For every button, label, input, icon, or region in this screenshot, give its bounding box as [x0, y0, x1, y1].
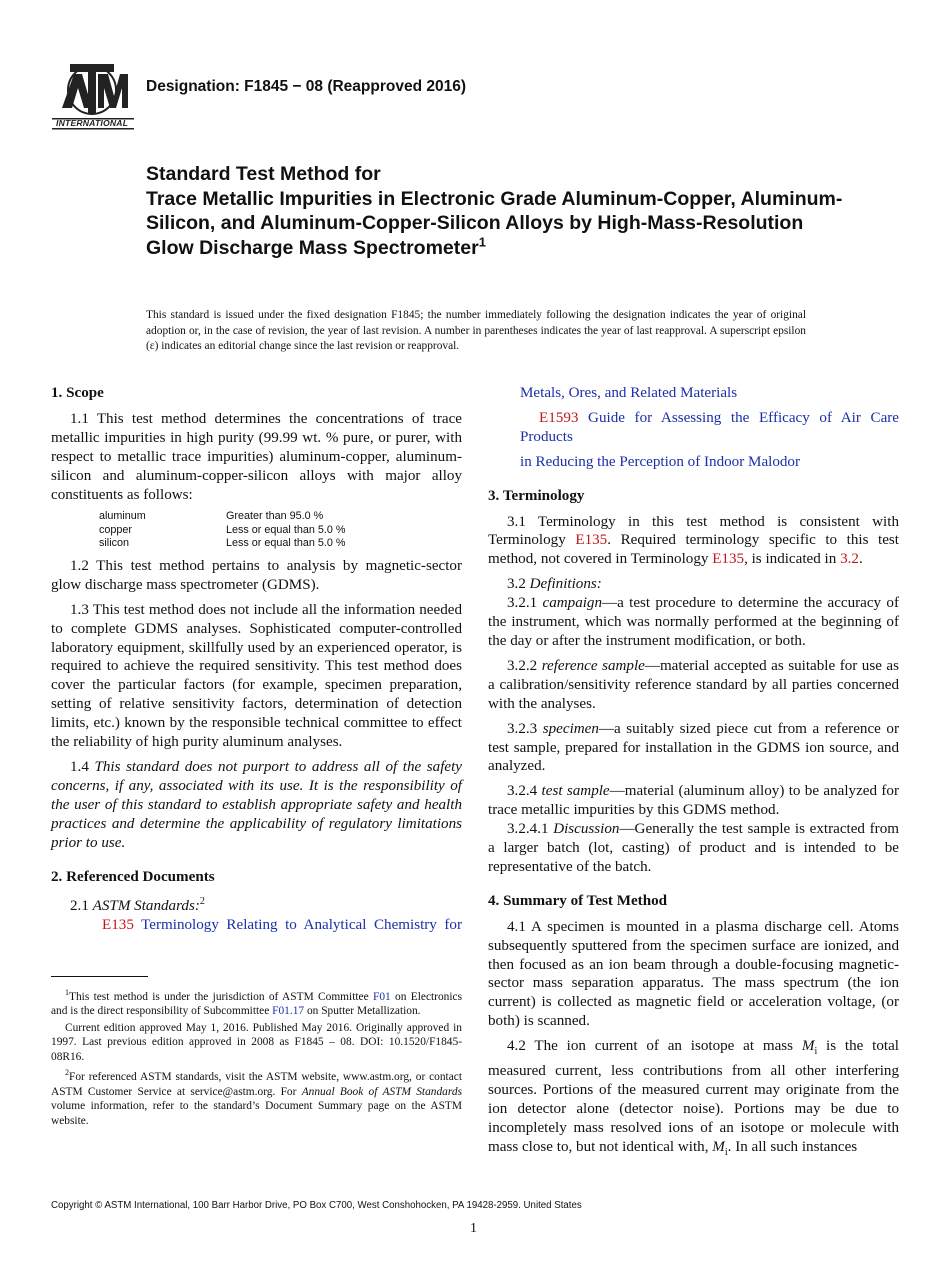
reference-code[interactable]: E1593: [539, 409, 579, 426]
logo-text: INTERNATIONAL: [56, 118, 129, 128]
definition-text: —material (aluminum alloy) to be analyzed for trace metallic impurities by this GDMS method.: [488, 783, 899, 819]
link-e135[interactable]: E135: [712, 551, 745, 568]
footnote-1-edition: Current edition approved May 1, 2016. Published May 2016. Originally approved in 1997. Last previous edition approved in 2008 as F1845 – 08. DOI: 10.1520/F1845-08R16.: [51, 1021, 462, 1063]
page-number: 1: [470, 1221, 477, 1236]
definition-specimen: [488, 720, 899, 777]
alloy-value: Greater than 95.0 %: [226, 510, 324, 523]
paragraph-text: .: [858, 551, 863, 568]
astm-standards-label: ASTM Standards:: [92, 898, 200, 915]
section-heading-referenced-documents: 2. Referenced Documents: [51, 868, 215, 885]
section-heading-scope: 1. Scope: [51, 385, 104, 401]
paragraph-text: . In all such instances: [727, 1138, 858, 1155]
title-footnote-mark: 1: [478, 234, 486, 249]
link-f01-17[interactable]: F01.17: [272, 1005, 305, 1018]
footnote-text: on Sputter Metallization.: [304, 1005, 421, 1018]
footnote-mark: 2: [65, 1068, 69, 1078]
symbol-m: M: [801, 1038, 815, 1055]
alloy-name: aluminum: [99, 510, 146, 523]
definition-text: —a suitably sized piece cut from a reference or test sample, prepared for installation in the GDMS ion source, and analyzed.: [488, 720, 899, 775]
alloy-name: copper: [99, 523, 133, 536]
paragraph-number: 3.2.4: [507, 783, 538, 800]
document-title: [146, 162, 846, 260]
paragraph-2-1: [51, 893, 462, 916]
right-column: [488, 384, 899, 1169]
footnote-text: on Electronics and is the direct responsibility of Subcommittee: [51, 990, 463, 1018]
title-line-1: Standard Test Method for: [146, 163, 381, 185]
symbol-subscript: i: [724, 1146, 728, 1158]
footnote-2: [51, 1066, 462, 1128]
paragraph-3-1: [488, 513, 899, 570]
footnote-mark: 2: [199, 896, 205, 908]
paragraph-1-1: 1.1 This test method determines the concentrations of trace metallic impurities in high purity (99.99 wt. % pure, or purer, with respect to metallic trace impurities) aluminum-copper, aluminum-silicon and aluminum-copper-silicon alloys with major alloy constituents as follows:: [51, 410, 462, 503]
alloy-value: Less or equal than 5.0 %: [226, 523, 346, 536]
link-f01[interactable]: F01: [372, 990, 391, 1003]
paragraph-text: . Required terminology specific to this test method, not covered in Terminology: [488, 532, 900, 568]
paragraph-text: 4.2 The ion current of an isotope at mass: [507, 1038, 802, 1055]
defined-term: reference sample: [541, 657, 645, 674]
table-row: [99, 537, 345, 551]
footnote-emphasis: Annual Book of ASTM Standards: [301, 1085, 463, 1098]
definition-test-sample: [488, 782, 899, 820]
title-line-2: Trace Metallic Impurities in Electronic Grade Aluminum-Copper, Aluminum-Silicon, and Aluminum-Copper-Silicon Alloys by High-Mass-Resolution Glow Discharge Mass Spectrometer: [146, 187, 843, 259]
paragraph-number: 3.2: [507, 576, 526, 593]
alloy-value: Less or equal than 5.0 %: [226, 537, 346, 550]
copyright-notice: Copyright © ASTM International, 100 Barr Harbor Drive, PO Box C700, West Conshohocken, PA 19428-2959. United States: [51, 1200, 582, 1211]
reference-e1593-continued[interactable]: in Reducing the Perception of Indoor Malodor: [520, 453, 801, 470]
definition-campaign: [488, 594, 899, 651]
paragraph-number: 3.2.3: [507, 720, 538, 737]
definition-text: —a test procedure to determine the accuracy of the instrument, which was normally performed at the beginning of the day or after the instrument modification, or both.: [488, 595, 899, 649]
alloy-constituents-table: [99, 510, 345, 551]
paragraph-1-3: 1.3 This test method does not include all the information needed to complete GDMS analyses. Sophisticated computer-controlled laboratory equipment, skillfully used by an experienced operator, is required to achieve the required sensitivity. This test method does cover the particular factors (for example, specimen preparation, setting of relative sensitivity factors, determination of detection limits, etc.) known by the responsible technical committee to effect the reliability of high purity aluminum analyses.: [51, 601, 462, 751]
footnote-divider: [51, 976, 148, 977]
paragraph-text: , is indicated in: [744, 551, 841, 568]
paragraph-4-1: 4.1 A specimen is mounted in a plasma discharge cell. Atoms subsequently sputtered from the specimen surface are ionized, and then focused as an ion beam through a double-focusing magnetic-sector mass separation apparatus. The mass spectrum (the ion current) is collected as magnetic field or acceleration voltage, (or both) is scanned.: [488, 918, 899, 1030]
footnote-text: volume information, refer to the standard’s Document Summary page on the ASTM website.: [51, 1100, 462, 1127]
designation: Designation: F1845 − 08 (Reapproved 2016): [146, 78, 467, 95]
definition-reference-sample: [488, 657, 899, 714]
issuance-note: This standard is issued under the fixed designation F1845; the number immediately following the designation indicates the year of original adoption or, in the case of revision, the year of last revision. A number in parentheses indicates the year of last reapproval. A superscript epsilon (ε) indicates an editorial change since the last revision or reapproval.: [146, 309, 806, 352]
symbol-m: M: [712, 1138, 725, 1155]
defined-term: specimen: [542, 720, 599, 737]
section-heading-summary: 4. Summary of Test Method: [488, 892, 668, 909]
table-row: [99, 524, 345, 538]
safety-statement: This standard does not purport to address all of the safety concerns, if any, associated with its use. It is the responsibility of the user of this standard to establish appropriate safety and health practices and determine the applicability of regulatory limitations prior to use.: [51, 759, 462, 851]
definition-text: —Generally the test sample is extracted from a larger batch (lot, casting) of product and is intended to be representative of the batch.: [488, 821, 899, 875]
definition-text: —material accepted as suitable for use as a calibration/sensitivity reference standard by all parties concerned with the analyses.: [488, 657, 900, 712]
paragraph-number: 3.2.2: [507, 657, 538, 674]
footnote-mark: 1: [65, 988, 69, 997]
reference-e135-continued[interactable]: Metals, Ores, and Related Materials: [520, 385, 738, 401]
link-section-3-2[interactable]: 3.2: [840, 551, 859, 568]
footnote-text: For referenced ASTM standards, visit the ASTM website, www.astm.org, or contact ASTM Customer Service at service@astm.org. For: [51, 1071, 462, 1098]
paragraph-3-2: [488, 575, 899, 594]
reference-code[interactable]: E135: [102, 917, 134, 934]
paragraph-number: 1.4: [70, 759, 89, 775]
paragraph-1-2: 1.2 This test method pertains to analysis by magnetic-sector glow discharge mass spectrometer (GDMS).: [51, 557, 462, 593]
footnote-1: [51, 986, 462, 1019]
footnote-text: This test method is under the jurisdiction of ASTM Committee: [69, 990, 373, 1003]
reference-e1593[interactable]: [488, 409, 899, 447]
footnotes: [51, 986, 462, 1130]
reference-title[interactable]: Terminology Relating to Analytical Chemistry for: [141, 917, 462, 934]
paragraph-number: 2.1: [70, 898, 89, 915]
paragraph-number: 3.2.4.1: [507, 821, 549, 838]
defined-term: campaign: [542, 595, 603, 612]
paragraph-text: 3.1 Terminology in this test method is consistent with Terminology: [488, 513, 899, 549]
paragraph-number: 3.2.1: [507, 595, 538, 612]
symbol-subscript: i: [814, 1046, 818, 1058]
paragraph-4-2: [488, 1037, 899, 1162]
paragraph-1-4: [51, 758, 462, 853]
table-row: [99, 510, 345, 524]
defined-term: Discussion: [553, 821, 620, 838]
paragraph-text: is the total measured current, less contributions from all other interfering sources. Portions of the measured current may originate from the ion detector alone (detector noise). Portions may be due to incompletely mass resolved ions of an isotope or molecule with mass close to, but not identical with,: [488, 1038, 899, 1155]
astm-logo: [52, 62, 134, 132]
link-e135[interactable]: E135: [575, 532, 608, 549]
reference-title[interactable]: Guide for Assessing the Efficacy of Air Care Products: [520, 409, 899, 445]
defined-term: test sample: [541, 783, 610, 800]
definitions-label: Definitions:: [529, 576, 602, 593]
alloy-name: silicon: [99, 537, 130, 550]
section-heading-terminology: 3. Terminology: [488, 487, 585, 504]
left-column: [51, 384, 462, 941]
reference-e135[interactable]: [51, 916, 462, 935]
definition-discussion: [488, 820, 899, 877]
